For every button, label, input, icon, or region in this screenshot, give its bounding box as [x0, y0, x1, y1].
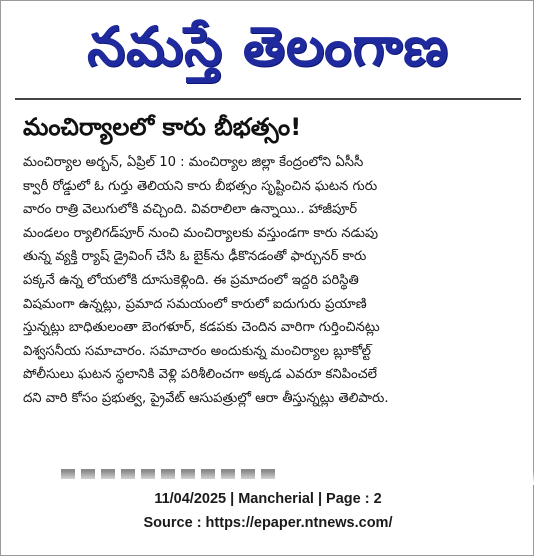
- article-line: క్వారీ రోడ్డులో ఓ గుర్తు తెలియని కారు బీభత్సం సృష్టించిన ఘటన గురు: [23, 178, 378, 194]
- edition-info: 11/04/2025 | Mancherial | Page : 2: [154, 491, 382, 507]
- article-line: పోలీసులు ఘటన స్థలానికి వెళ్లి పరిశీలించగా అక్కడ ఎవరూ కనిపించలే: [23, 367, 378, 383]
- article-line: విషమంగా ఉన్నట్లు, ప్రమాద సమయంలో కారులో ఐదుగురు ప్రయాణి: [23, 296, 367, 312]
- article-line: స్తున్నట్లు బాధితులంతా బెంగళూర్, కడపకు చెందిన వారిగా గుర్తించినట్లు: [23, 320, 380, 336]
- header-divider: [15, 98, 521, 100]
- article-line: విశ్వసనీయ సమాచారం. సమాచారం అందుకున్న మంచిర్యాల బ్లూకోల్ట్: [23, 343, 371, 359]
- source-link[interactable]: Source : https://epaper.ntnews.com/: [143, 515, 393, 531]
- article-line: దని వారి కోసం ప్రభుత్వ, ప్రైవేట్ ఆసుపత్రుల్లో ఆరా తీస్తున్నట్లు తెలిపారు.: [23, 390, 389, 406]
- article-line: పక్కనే ఉన్న లోయలోకి దూసుకెళ్లింది. ఈ ప్రమాదంలో ఇద్దరి పరిస్థితి: [23, 272, 359, 288]
- newspaper-masthead: నమస్తే తెలంగాణ: [87, 15, 449, 78]
- article-line: మండలం ర్యాలిగడ్‌పూర్ నుంచి మంచిర్యాలకు వస్తుండగా కారు నడుపు: [23, 225, 379, 241]
- article-line: తున్న వ్యక్తి ర్యాష్ డ్రైవింగ్ చేసి ఓ బైక్‌ను ఢీకొనడంతో ఫార్చునర్ కారు: [23, 249, 367, 265]
- article-line: మంచిర్యాల అర్బన్, ఏప్రిల్ 10 : మంచిర్యాల జిల్లా కేంద్రంలోని ఏసీసీ: [23, 155, 364, 170]
- article-headline: మంచిర్యాలలో కారు బీభత్సం!: [23, 113, 302, 141]
- clipping-footer: [1, 487, 534, 535]
- crop-fade: [1, 471, 534, 485]
- article-body: [23, 151, 519, 411]
- article-line: వారం రాత్రి వెలుగులోకి వచ్చింది. వివరాలిలా ఉన్నాయి.. హాజీపూర్: [23, 202, 358, 218]
